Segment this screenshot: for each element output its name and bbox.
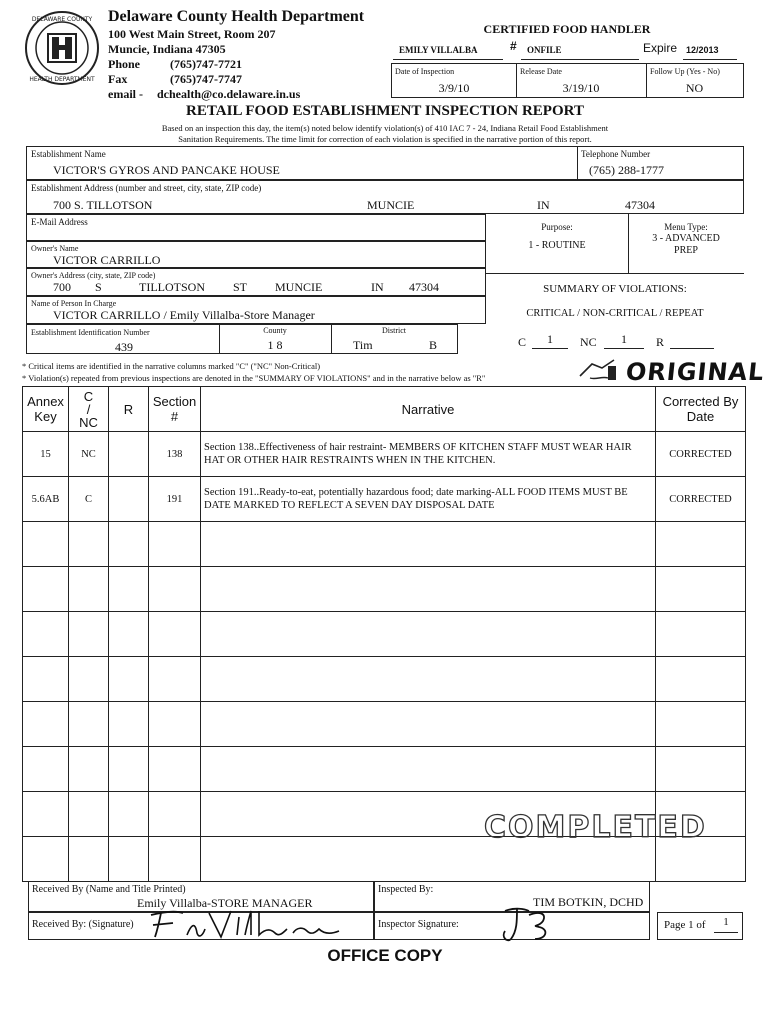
certified-hash: # — [510, 39, 517, 53]
completed-stamp: COMPLETED — [484, 810, 707, 845]
owner-address-state: IN — [371, 280, 384, 294]
owner-address-number: 700 — [53, 280, 71, 294]
purpose-value: 1 - ROUTINE — [528, 240, 586, 251]
summary-noncritical-label: NC — [580, 335, 597, 349]
district-code: B — [429, 338, 438, 352]
certified-number: ONFILE — [527, 45, 562, 55]
email-label: email - — [108, 87, 143, 101]
phone-label: Phone — [108, 57, 141, 71]
section-cell: 138 — [149, 432, 201, 477]
inspection-dates-box — [391, 63, 744, 98]
page-total: 1 — [723, 916, 729, 928]
fax-label: Fax — [108, 72, 128, 86]
corrected-cell: CORRECTED — [656, 432, 746, 477]
establishment-id: 439 — [115, 340, 133, 354]
summary-title: SUMMARY OF VIOLATIONS: — [543, 283, 687, 295]
violations-table — [22, 386, 746, 882]
section-label: Section # — [152, 394, 197, 424]
table-row-empty — [23, 522, 746, 567]
page-number-box — [657, 912, 743, 940]
table-row-empty — [23, 657, 746, 702]
original-stamp: ORIGINAL — [624, 358, 766, 386]
identification-box — [26, 324, 458, 354]
received-signature-label: Received By: (Signature) — [32, 919, 134, 930]
summary-critical-count: 1 — [547, 332, 553, 346]
inspector-signature-box — [374, 912, 650, 940]
establishment-street: 700 S. TILLOTSON — [53, 198, 153, 212]
owner-address-box — [26, 268, 486, 296]
table-row — [23, 432, 746, 477]
report-intro-line-2: Sanitation Requirements. The time limit for correction of each violation is specified in the narrative portion of this report. — [178, 134, 592, 144]
person-in-charge: VICTOR CARRILLO / Emily Villalba-Store Manager — [53, 308, 315, 322]
svg-text:HEALTH DEPARTMENT: HEALTH DEPARTMENT — [29, 76, 95, 83]
phone-number: (765)747-7721 — [170, 57, 242, 71]
certified-title: CERTIFIED FOOD HANDLER — [483, 22, 651, 36]
report-intro-line-1: Based on an inspection this day, the item(s) noted below identify violation(s) of 410 IAC 7 - 24, Indiana Retail Food Establishment — [161, 123, 609, 133]
owner-name-label: Owner's Name — [31, 244, 79, 253]
section-cell: 191 — [149, 477, 201, 522]
repeat-header — [109, 387, 149, 432]
received-by-label: Received By (Name and Title Printed) — [32, 884, 186, 895]
department-address: 100 West Main Street, Room 207 — [108, 27, 276, 41]
purpose-label: Purpose: — [541, 222, 573, 232]
summary-noncritical-count: 1 — [621, 332, 627, 346]
establishment-address-box — [26, 180, 744, 214]
release-date: 3/19/10 — [562, 81, 600, 95]
owner-name: VICTOR CARRILLO — [53, 253, 161, 267]
annex-cell: 5.6AB — [23, 477, 69, 522]
expire-label: Expire — [643, 41, 678, 55]
annex-cell: 15 — [23, 432, 69, 477]
received-signature-box — [28, 912, 374, 940]
corrected-by-header — [656, 387, 746, 432]
owner-address-suffix: ST — [233, 280, 248, 294]
office-copy-label: OFFICE COPY — [327, 946, 443, 965]
purpose-menu-box — [486, 214, 744, 274]
health-department-seal — [24, 10, 100, 86]
repeat-cell — [109, 432, 149, 477]
department-email: dchealth@co.delaware.in.us — [157, 87, 301, 101]
owner-address-city: MUNCIE — [275, 280, 323, 294]
county-label: County — [263, 326, 287, 335]
corrected-by-label: Corrected By Date — [662, 394, 739, 424]
follow-up-label: Follow Up (Yes - No) — [650, 67, 720, 76]
department-name: Delaware County Health Department — [108, 8, 365, 25]
section-header — [149, 387, 201, 432]
owner-address-direction: S — [95, 280, 102, 294]
table-row-empty — [23, 747, 746, 792]
narrative-cell: Section 191..Ready-to-eat, potentially hazardous food; date marking-ALL FOOD ITEMS MUST BE DATE MARKED TO REFLECT A SEVEN DAY DISPOSAL DATE — [201, 477, 656, 522]
department-city: Muncie, Indiana 47305 — [108, 42, 226, 56]
person-in-charge-label: Name of Person In Charge — [31, 299, 117, 308]
summary-critical-label: C — [518, 335, 527, 349]
establishment-name-label: Establishment Name — [31, 149, 106, 159]
email-box — [26, 214, 486, 241]
establishment-city: MUNCIE — [367, 198, 415, 212]
received-signature — [147, 905, 347, 948]
summary-subtitle: CRITICAL / NON-CRITICAL / REPEAT — [526, 308, 704, 319]
establishment-email-label: E-Mail Address — [31, 217, 88, 227]
establishment-name: VICTOR'S GYROS AND PANCAKE HOUSE — [53, 163, 280, 177]
c-nc-header — [69, 387, 109, 432]
owner-address-zip: 47304 — [409, 280, 439, 294]
c-label: C — [83, 388, 94, 404]
nc-label: NC — [79, 414, 98, 430]
certified-name: EMILY VILLALBA — [399, 45, 478, 55]
owner-address-label: Owner's Address (city, state, ZIP code) — [31, 271, 156, 280]
menu-type-line-2: PREP — [674, 245, 698, 256]
follow-up-value: NO — [685, 81, 704, 95]
telephone-label: Telephone Number — [581, 149, 651, 159]
table-row-empty — [23, 612, 746, 657]
repeat-cell — [109, 477, 149, 522]
slash-label: / — [86, 401, 91, 417]
repeat-note: * Violation(s) repeated from previous inspections are denoted in the "SUMMARY OF VIOLATIONS" and in the narrative below as "R" — [22, 373, 486, 383]
owner-address-street: TILLOTSON — [139, 280, 205, 294]
report-title: RETAIL FOOD ESTABLISHMENT INSPECTION REPORT — [186, 103, 584, 119]
fax-number: (765)747-7747 — [170, 72, 242, 86]
district-inspector: Tim — [353, 338, 373, 352]
menu-type-label: Menu Type: — [664, 222, 708, 232]
establishment-state: IN — [537, 198, 550, 212]
expire-date: 12/2013 — [686, 45, 719, 55]
inspected-by-name: TIM BOTKIN, DCHD — [533, 895, 644, 909]
narrative-cell: Section 138..Effectiveness of hair restraint- MEMBERS OF KITCHEN STAFF MUST WEAR HAIR HAT OR OTHER HAIR RESTRAINTS WHEN IN THE KITCHEN. — [201, 432, 656, 477]
date-of-inspection-label: Date of Inspection — [395, 67, 455, 76]
date-of-inspection: 3/9/10 — [438, 81, 470, 95]
received-by-name: Emily Villalba-STORE MANAGER — [137, 896, 313, 910]
narrative-header — [201, 387, 656, 432]
narrative-label: Narrative — [401, 401, 455, 417]
annex-key-label: Annex Key — [27, 394, 64, 424]
county-code: 1 8 — [267, 338, 283, 352]
inspected-by-label: Inspected By: — [378, 884, 434, 895]
c-nc-cell: NC — [69, 432, 109, 477]
pen-hand-icon — [578, 356, 618, 387]
page-label: Page 1 of — [664, 919, 706, 931]
establishment-id-label: Establishment Identification Number — [31, 328, 150, 337]
person-in-charge-box — [26, 296, 486, 324]
violations-header-row — [23, 387, 746, 432]
critical-note: * Critical items are identified in the narrative columns marked "C" ("NC" Non-Critical) — [22, 361, 321, 371]
svg-text:DELAWARE COUNTY: DELAWARE COUNTY — [31, 16, 93, 23]
inspector-signature-label: Inspector Signature: — [378, 919, 459, 930]
district-label: District — [382, 326, 406, 335]
owner-name-box — [26, 241, 486, 268]
table-row-empty — [23, 567, 746, 612]
establishment-name-box — [26, 146, 744, 180]
c-nc-cell: C — [69, 477, 109, 522]
summary-repeat-label: R — [656, 335, 665, 349]
release-date-label: Release Date — [520, 67, 562, 76]
menu-type-line-1: 3 - ADVANCED — [652, 233, 720, 244]
telephone-number: (765) 288-1777 — [589, 163, 664, 177]
annex-key-header — [23, 387, 69, 432]
establishment-address-label: Establishment Address (number and street, city, state, ZIP code) — [31, 183, 262, 193]
corrected-cell: CORRECTED — [656, 477, 746, 522]
inspector-signature — [495, 901, 575, 950]
repeat-label: R — [123, 401, 134, 417]
table-row-empty — [23, 702, 746, 747]
table-row — [23, 477, 746, 522]
establishment-zip: 47304 — [625, 198, 655, 212]
